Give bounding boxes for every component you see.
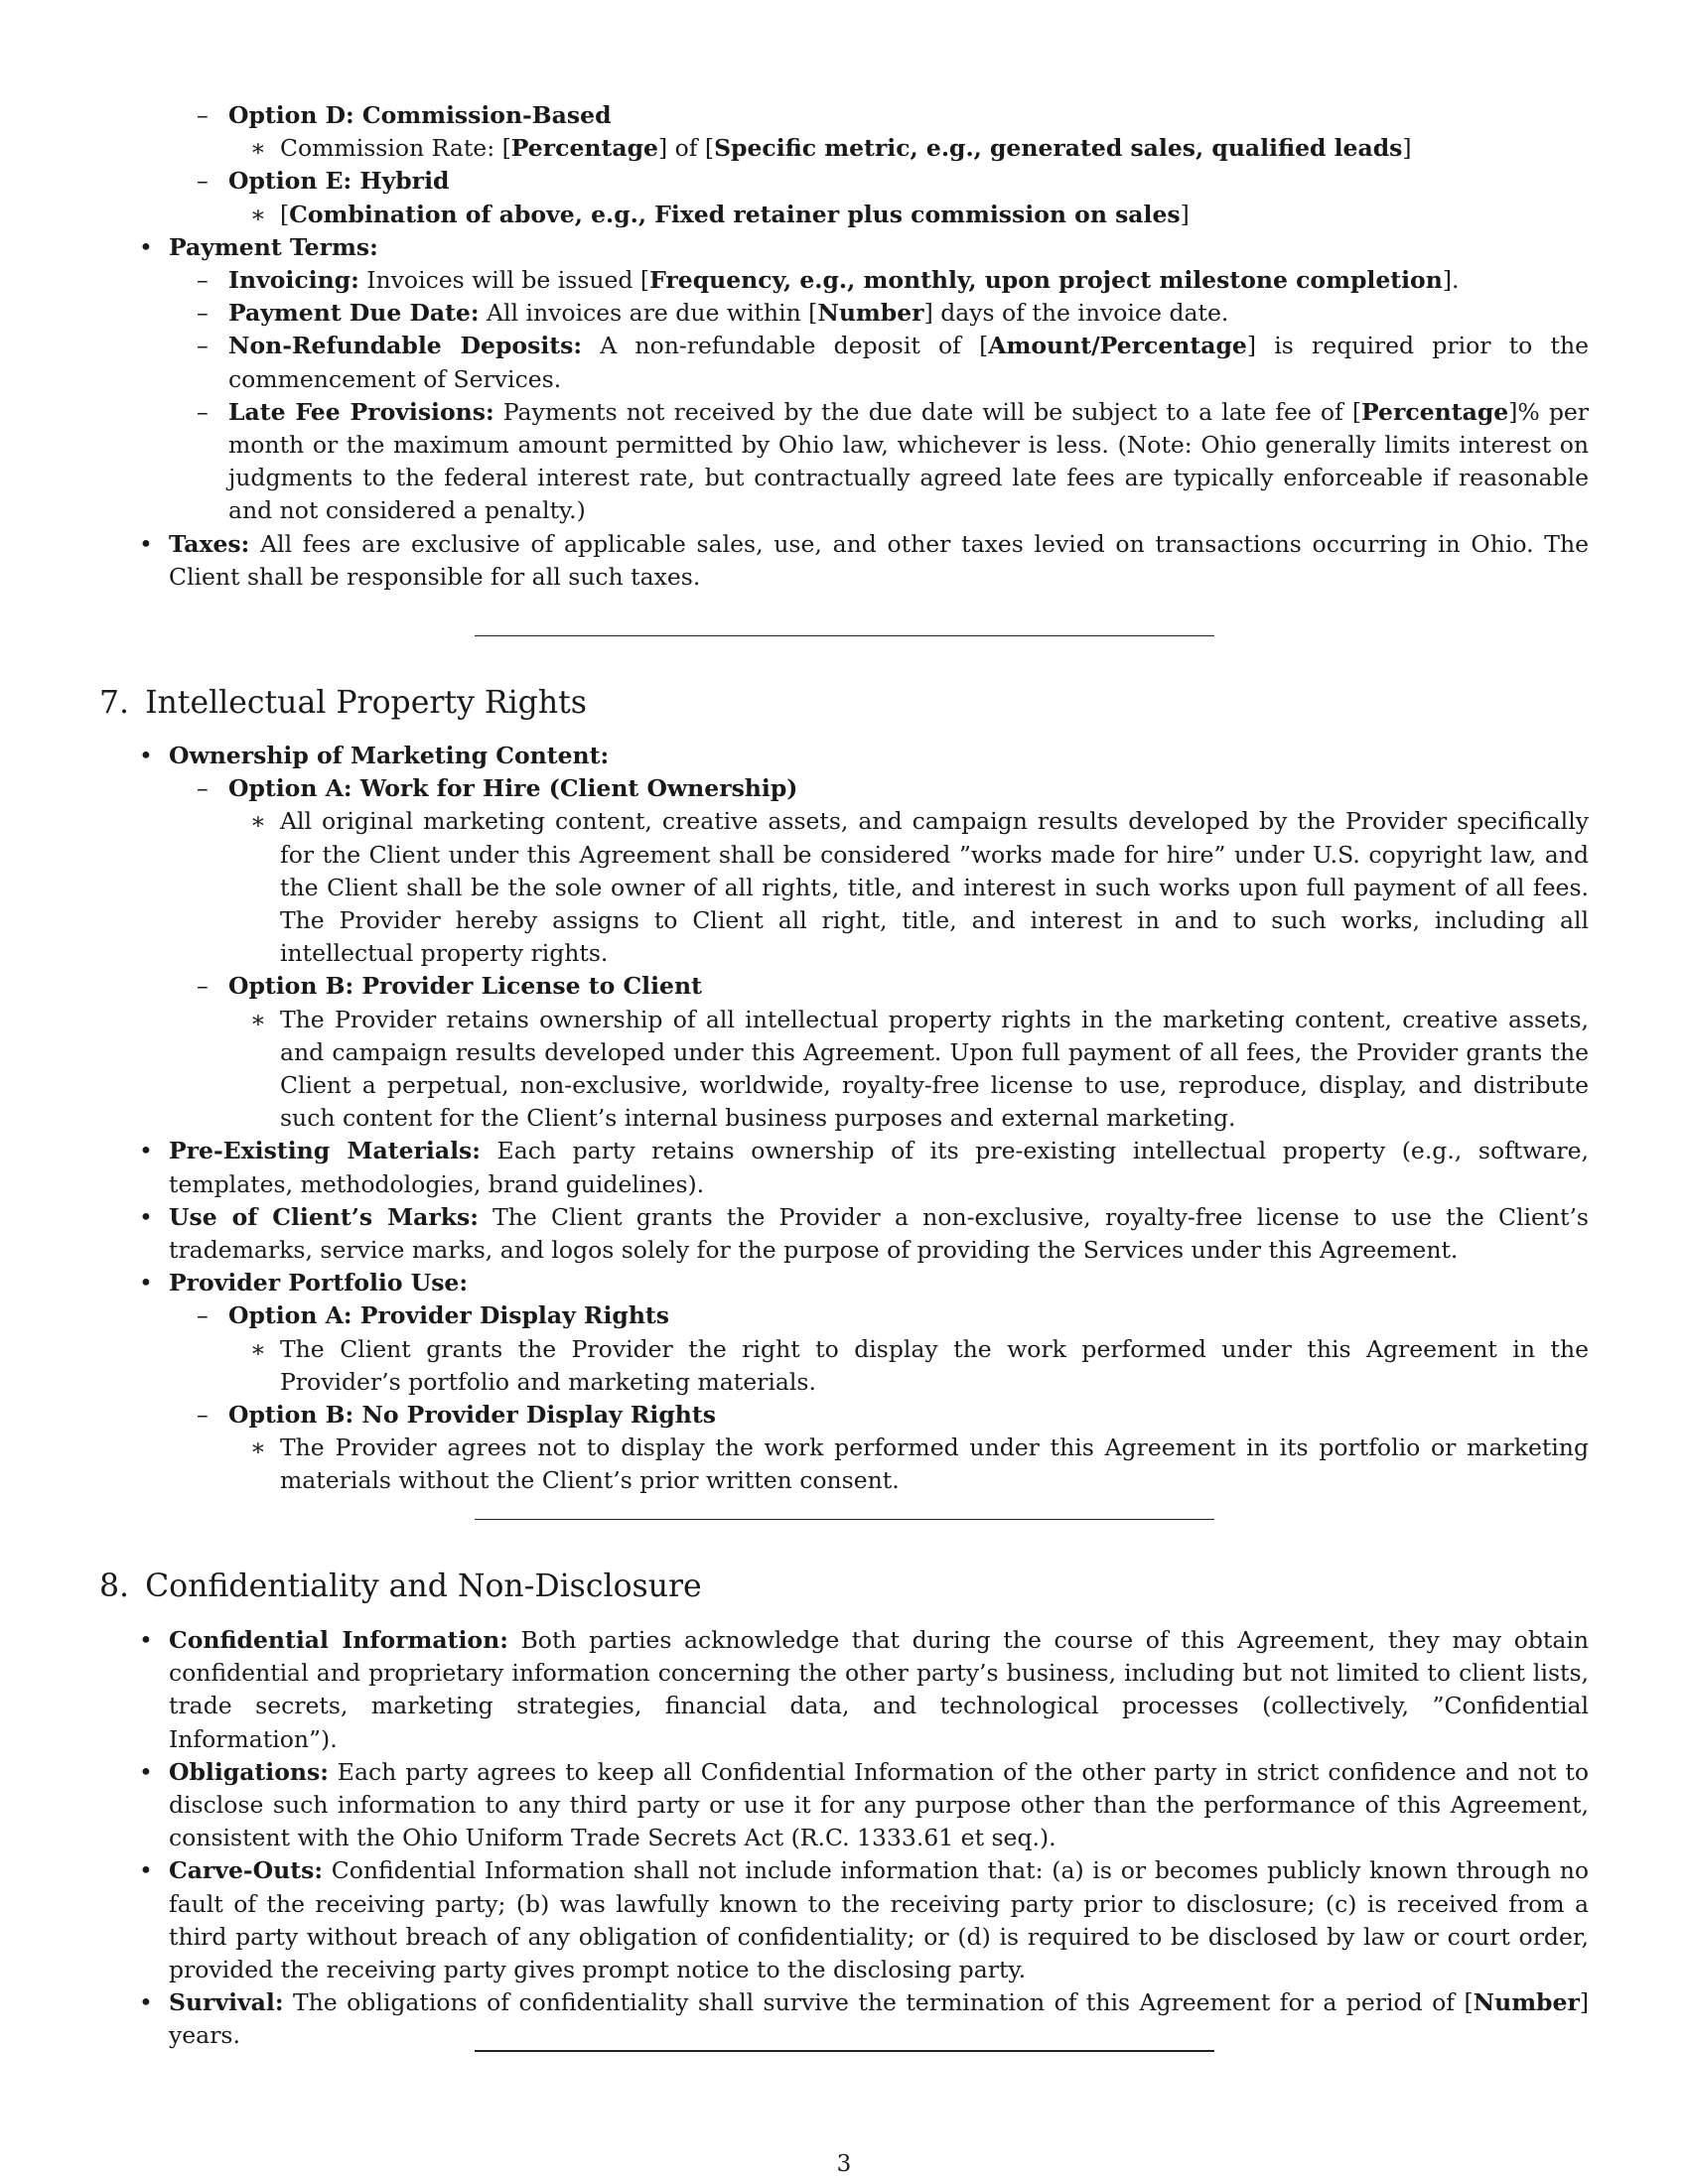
option-d-title: Option D: Commission-Based (228, 101, 612, 129)
section-8-body (99, 1624, 1589, 2053)
portfolio-item: • Provider Portfolio Use: – Option A: Provider Display Rights ∗ The Client grants the Provider the right to display the work performed under this Agreement in the Provider’s portfolio and marketing materials. – Option B: No Provider Display Rights ∗ The Provider agrees not to display the work performed under this Agreement in its portfolio or marketing materials without the Client’s prior written consent. (99, 1267, 1589, 1497)
portfolio-option-b: – Option B: No Provider Display Rights ∗ The Provider agrees not to display the work performed under this Agreement in its portfolio or marketing materials without the Client’s prior written consent. (99, 1399, 1589, 1498)
ownership-option-b-text: ∗ The Provider retains ownership of all intellectual property rights in the marketing content, creative assets, and campaign results developed under this Agreement. Upon full payment of all fees, the Provider grants the Client a perpetual, non-exclusive, worldwide, royalty-free license to use, reproduce, display, and distribute such content for the Client’s internal business purposes and external marketing. (99, 1004, 1589, 1136)
deposit-item: – Non-Refundable Deposits: A non-refundable deposit of [Amount/Percentage] is required prior to the commencement of Services. (99, 330, 1589, 395)
footer-rule (475, 2050, 1214, 2052)
client-marks-item: • Use of Client’s Marks: The Client grants the Provider a non-exclusive, royalty-free license to use the Client’s trademarks, service marks, and logos solely for the purpose of providing the Services under this Agreement. (99, 1201, 1589, 1267)
payment-terms-label: Payment Terms: (169, 232, 378, 261)
confidential-info-item: • Confidential Information: Both parties acknowledge that during the course of this Agreement, they may obtain confidential and proprietary information concerning the other party’s business, including but not limited to client lists, trade secrets, marketing strategies, financial data, and technological processes (collectively, ”Confidential Information”). (99, 1624, 1589, 1756)
due-date-item: – Payment Due Date: All invoices are due within [Number] days of the invoice date. (99, 297, 1589, 330)
section-7-heading: 7. Intellectual Property Rights (99, 685, 587, 721)
portfolio-option-b-text: ∗ The Provider agrees not to display the work performed under this Agreement in its portfolio or marketing materials without the Client’s prior written consent. (99, 1432, 1589, 1497)
option-e-title: Option E: Hybrid (228, 167, 450, 196)
ownership-option-b: – Option B: Provider License to Client ∗ The Provider retains ownership of all intellectual property rights in the marketing content, creative assets, and campaign results developed under this Agreement. Upon full payment of all fees, the Provider grants the Client a perpetual, non-exclusive, worldwide, royalty-free license to use, reproduce, display, and distribute such content for the Client’s internal business purposes and external marketing. (99, 970, 1589, 1135)
ownership-option-a: – Option A: Work for Hire (Client Ownership) ∗ All original marketing content, creative assets, and campaign results developed by the Provider specifically for the Client under this Agreement shall be considered ”works made for hire” under U.S. copyright law, and the Client shall be the sole owner of all rights, title, and interest in such works upon full payment of all fees. The Provider hereby assigns to Client all right, title, and interest in and to such works, including all intellectual property rights. (99, 772, 1589, 970)
late-fee-item: – Late Fee Provisions: Payments not received by the due date will be subject to a late fee of [Percentage]% per month or the maximum amount permitted by Ohio law, whichever is less. (Note: Ohio generally limits interest on judgments to the federal interest rate, but contractually agreed late fees are typically enforceable if reasonable and not considered a penalty.) (99, 396, 1589, 528)
section-divider (475, 1519, 1214, 1520)
invoicing-item: – Invoicing: Invoices will be issued [Frequency, e.g., monthly, upon project milestone completion]. (99, 264, 1589, 297)
preexisting-item: • Pre-Existing Materials: Each party retains ownership of its pre-existing intellectual property (e.g., software, templates, methodologies, brand guidelines). (99, 1135, 1589, 1200)
option-e-item (99, 165, 1589, 230)
option-e-detail: ∗ [Combination of above, e.g., Fixed retainer plus commission on sales] (99, 199, 1589, 231)
section-divider (475, 635, 1214, 636)
portfolio-option-a-text: ∗ The Client grants the Provider the right to display the work performed under this Agreement in the Provider’s portfolio and marketing materials. (99, 1333, 1589, 1399)
option-d-detail: ∗ Commission Rate: [Percentage] of [Specific metric, e.g., generated sales, qualified leads] (99, 132, 1589, 165)
taxes-item: • Taxes: All fees are exclusive of applicable sales, use, and other taxes levied on transactions occurring in Ohio. The Client shall be responsible for all such taxes. (99, 528, 1589, 594)
ownership-item: • Ownership of Marketing Content: – Option A: Work for Hire (Client Ownership) ∗ All original marketing content, creative assets, and campaign results developed by the Provider specifically for the Client under this Agreement shall be considered ”works made for hire” under U.S. copyright law, and the Client shall be the sole owner of all rights, title, and interest in such works upon full payment of all fees. The Provider hereby assigns to Client all right, title, and interest in and to such works, including all intellectual property rights. – Option B: Provider License to Client ∗ The Provider retains ownership of all intellectual property rights in the marketing content, creative assets, and campaign results developed under this Agreement. Upon full payment of all fees, the Provider grants the Client a perpetual, non-exclusive, worldwide, royalty-free license to use, reproduce, display, and distribute such content for the Client’s internal business purposes and external marketing. (99, 740, 1589, 1135)
obligations-item: • Obligations: Each party agrees to keep all Confidential Information of the other party in strict confidence and not to disclose such information to any third party or use it for any purpose other than the performance of this Agreement, consistent with the Ohio Uniform Trade Secrets Act (R.C. 1333.61 et seq.). (99, 1756, 1589, 1855)
payment-terms-item (99, 231, 1589, 528)
carve-outs-item: • Carve-Outs: Confidential Information shall not include information that: (a) is or becomes publicly known through no fault of the receiving party; (b) was lawfully known to the receiving party prior to disclosure; (c) is received from a third party without breach of any obligation of confidentiality; or (d) is required to be disclosed by law or court order, provided the receiving party gives prompt notice to the disclosing party. (99, 1854, 1589, 1986)
payment-section-continued (99, 99, 1589, 594)
option-d-item (99, 99, 1589, 165)
ownership-option-a-text: ∗ All original marketing content, creative assets, and campaign results developed by the Provider specifically for the Client under this Agreement shall be considered ”works made for hire” under U.S. copyright law, and the Client shall be the sole owner of all rights, title, and interest in such works upon full payment of all fees. The Provider hereby assigns to Client all right, title, and interest in and to such works, including all intellectual property rights. (99, 805, 1589, 970)
survival-item: • Survival: The obligations of confidentiality shall survive the termination of this Agreement for a period of [Number] years. (99, 1986, 1589, 2052)
section-8-heading: 8. Confidentiality and Non-Disclosure (99, 1569, 702, 1604)
portfolio-option-a: – Option A: Provider Display Rights ∗ The Client grants the Provider the right to display the work performed under this Agreement in the Provider’s portfolio and marketing materials. (99, 1299, 1589, 1399)
section-7-body (99, 740, 1589, 1498)
page-number: 3 (836, 2151, 852, 2177)
